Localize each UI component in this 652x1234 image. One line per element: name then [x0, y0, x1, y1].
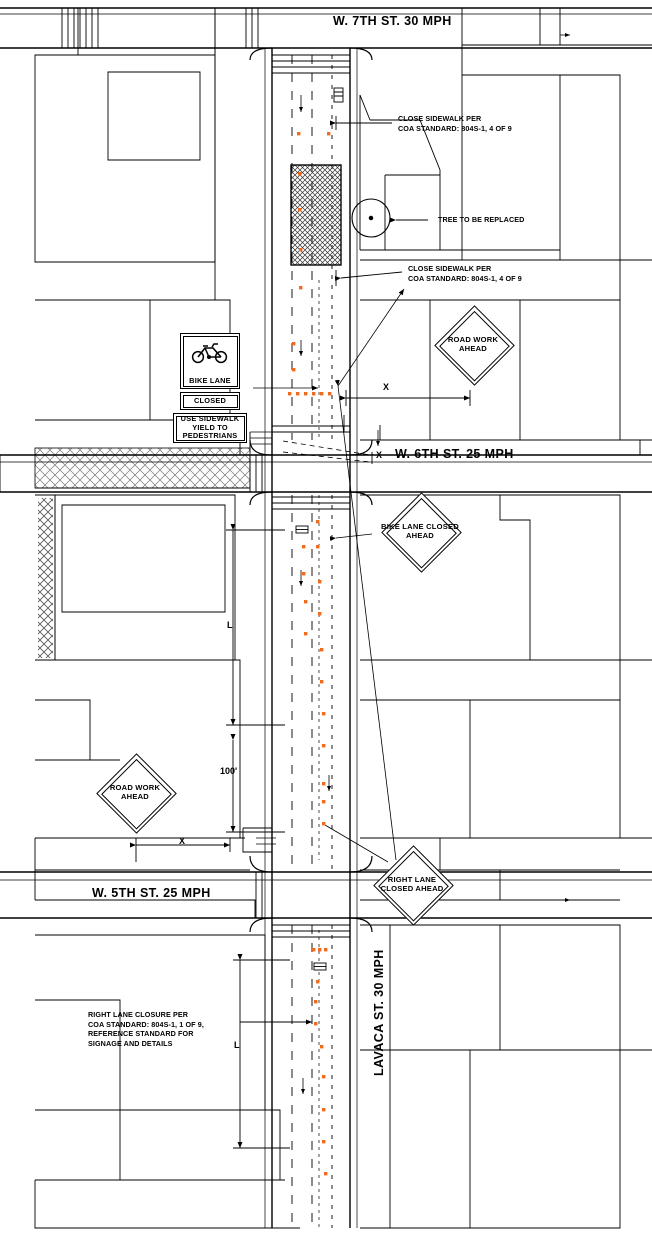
sign-text: ROAD WORK AHEAD [109, 782, 161, 801]
sign-bike-lane-closed-ahead [381, 492, 459, 570]
note-right-lane-closure: RIGHT LANE CLOSURE PER COA STANDARD: 804S-1, 1 OF 9, REFERENCE STANDARD FOR SIGNAGE AND DETAILS [88, 1010, 204, 1049]
sign-right-lane-closed-ahead [373, 845, 451, 923]
sign-road-work-ahead-lower [96, 753, 174, 831]
street-label-lavaca: LAVACA ST. 30 MPH [372, 949, 386, 1076]
sign-closed: CLOSED [180, 392, 240, 410]
note-tree-to-be-replaced: TREE TO BE REPLACED [438, 215, 525, 224]
dimension-x-sixth: X [376, 450, 383, 460]
sign-bike-lane [180, 333, 240, 389]
note-close-sidewalk-lower: CLOSE SIDEWALK PER COA STANDARD: 804S-1, 4 OF 9 [408, 264, 522, 283]
sign-text: RIGHT LANE CLOSED AHEAD [380, 874, 444, 893]
dimension-x-lower: X [179, 836, 186, 846]
street-label-w7th: W. 7TH ST. 30 MPH [333, 14, 452, 28]
sign-bike-lane-label: BIKE LANE [189, 376, 231, 386]
sign-use-sidewalk: USE SIDEWALK YIELD TO PEDESTRIANS [173, 413, 247, 443]
sign-road-work-ahead-upper [434, 305, 512, 383]
bicycle-icon [181, 337, 239, 367]
sign-stack-bike-lane [180, 333, 247, 446]
dimension-x-upper: X [383, 382, 390, 392]
street-label-w5th: W. 5TH ST. 25 MPH [92, 886, 211, 900]
sign-text: BIKE LANE CLOSED AHEAD [381, 521, 459, 540]
dimension-l-lower: L [234, 1040, 240, 1050]
dimension-100ft: 100' [220, 766, 238, 776]
dimension-l-upper: L [227, 620, 233, 630]
street-label-w6th: W. 6TH ST. 25 MPH [395, 447, 514, 461]
sign-text: ROAD WORK AHEAD [447, 334, 499, 353]
note-close-sidewalk-upper: CLOSE SIDEWALK PER COA STANDARD: 804S-1, 4 OF 9 [398, 114, 512, 133]
traffic-control-devices [288, 132, 331, 1175]
